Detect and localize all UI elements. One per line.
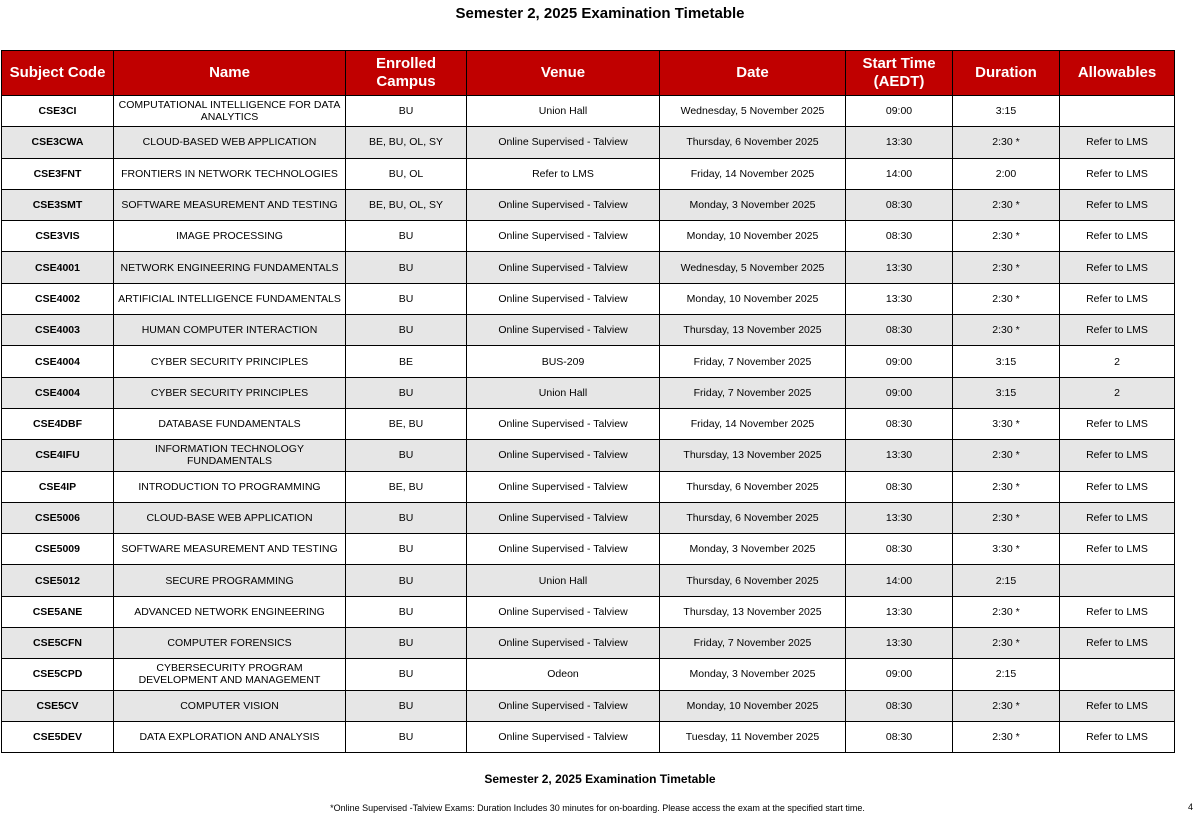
subject-name-cell: CYBERSECURITY PROGRAM DEVELOPMENT AND MANAGEMENT <box>114 659 346 690</box>
table-row <box>2 408 1175 439</box>
allowables-cell: Refer to LMS <box>1060 221 1175 252</box>
subject-name-cell: SOFTWARE MEASUREMENT AND TESTING <box>114 189 346 220</box>
venue-cell: Online Supervised - Talview <box>467 408 660 439</box>
campus-cell: BU <box>346 534 467 565</box>
start-time-cell: 08:30 <box>846 471 953 502</box>
table-row <box>2 659 1175 690</box>
start-time-cell: 08:30 <box>846 721 953 752</box>
campus-cell: BU <box>346 283 467 314</box>
date-cell: Friday, 14 November 2025 <box>660 158 846 189</box>
duration-cell: 2:30 * <box>953 440 1060 471</box>
subject-code-cell: CSE4002 <box>2 283 114 314</box>
campus-cell: BU <box>346 721 467 752</box>
duration-cell: 2:30 * <box>953 283 1060 314</box>
subject-name-cell: CYBER SECURITY PRINCIPLES <box>114 377 346 408</box>
subject-name-cell: CLOUD-BASED WEB APPLICATION <box>114 127 346 158</box>
col-header-date: Date <box>660 51 846 96</box>
date-cell: Monday, 3 November 2025 <box>660 534 846 565</box>
subject-name-cell: DATABASE FUNDAMENTALS <box>114 408 346 439</box>
allowables-cell: Refer to LMS <box>1060 471 1175 502</box>
duration-cell: 2:30 * <box>953 721 1060 752</box>
allowables-cell: Refer to LMS <box>1060 502 1175 533</box>
allowables-cell: Refer to LMS <box>1060 283 1175 314</box>
table-row <box>2 283 1175 314</box>
subject-code-cell: CSE4DBF <box>2 408 114 439</box>
table-row <box>2 690 1175 721</box>
subject-name-cell: CYBER SECURITY PRINCIPLES <box>114 346 346 377</box>
campus-cell: BE, BU <box>346 408 467 439</box>
date-cell: Thursday, 6 November 2025 <box>660 127 846 158</box>
duration-cell: 2:30 * <box>953 596 1060 627</box>
subject-name-cell: DATA EXPLORATION AND ANALYSIS <box>114 721 346 752</box>
allowables-cell: Refer to LMS <box>1060 596 1175 627</box>
date-cell: Tuesday, 11 November 2025 <box>660 721 846 752</box>
allowables-cell: Refer to LMS <box>1060 628 1175 659</box>
table-row <box>2 96 1175 127</box>
table-row <box>2 127 1175 158</box>
subject-name-cell: HUMAN COMPUTER INTERACTION <box>114 315 346 346</box>
start-time-cell: 09:00 <box>846 659 953 690</box>
subject-name-cell: NETWORK ENGINEERING FUNDAMENTALS <box>114 252 346 283</box>
subject-code-cell: CSE3VIS <box>2 221 114 252</box>
subject-code-cell: CSE5006 <box>2 502 114 533</box>
campus-cell: BU <box>346 315 467 346</box>
start-time-cell: 09:00 <box>846 346 953 377</box>
page-title: Semester 2, 2025 Examination Timetable <box>455 5 745 22</box>
duration-cell: 2:15 <box>953 565 1060 596</box>
duration-cell: 2:30 * <box>953 189 1060 220</box>
exam-timetable <box>1 50 1175 753</box>
subject-code-cell: CSE4IFU <box>2 440 114 471</box>
venue-cell: Online Supervised - Talview <box>467 221 660 252</box>
venue-cell: Online Supervised - Talview <box>467 502 660 533</box>
subject-code-cell: CSE4IP <box>2 471 114 502</box>
start-time-cell: 13:30 <box>846 596 953 627</box>
table-row <box>2 440 1175 471</box>
date-cell: Wednesday, 5 November 2025 <box>660 252 846 283</box>
duration-cell: 2:30 * <box>953 221 1060 252</box>
duration-cell: 2:30 * <box>953 127 1060 158</box>
table-row <box>2 158 1175 189</box>
venue-cell: Online Supervised - Talview <box>467 721 660 752</box>
date-cell: Thursday, 6 November 2025 <box>660 502 846 533</box>
venue-cell: Union Hall <box>467 96 660 127</box>
subject-code-cell: CSE5012 <box>2 565 114 596</box>
campus-cell: BU <box>346 96 467 127</box>
duration-cell: 2:00 <box>953 158 1060 189</box>
subject-name-cell: INFORMATION TECHNOLOGY FUNDAMENTALS <box>114 440 346 471</box>
subject-code-cell: CSE3FNT <box>2 158 114 189</box>
start-time-cell: 13:30 <box>846 127 953 158</box>
date-cell: Thursday, 6 November 2025 <box>660 565 846 596</box>
subject-code-cell: CSE5ANE <box>2 596 114 627</box>
duration-cell: 3:30 * <box>953 408 1060 439</box>
start-time-cell: 13:30 <box>846 628 953 659</box>
allowables-cell <box>1060 565 1175 596</box>
subject-code-cell: CSE5CPD <box>2 659 114 690</box>
allowables-cell: Refer to LMS <box>1060 315 1175 346</box>
subject-name-cell: CLOUD-BASE WEB APPLICATION <box>114 502 346 533</box>
subject-code-cell: CSE3SMT <box>2 189 114 220</box>
subject-code-cell: CSE4004 <box>2 377 114 408</box>
subject-code-cell: CSE3CWA <box>2 127 114 158</box>
duration-cell: 3:15 <box>953 377 1060 408</box>
table-row <box>2 471 1175 502</box>
subject-code-cell: CSE4004 <box>2 346 114 377</box>
col-header-venue: Venue <box>467 51 660 96</box>
subject-name-cell: COMPUTER VISION <box>114 690 346 721</box>
date-cell: Monday, 3 November 2025 <box>660 659 846 690</box>
campus-cell: BU <box>346 377 467 408</box>
campus-cell: BE, BU <box>346 471 467 502</box>
allowables-cell: Refer to LMS <box>1060 127 1175 158</box>
start-time-cell: 09:00 <box>846 96 953 127</box>
allowables-cell: 2 <box>1060 346 1175 377</box>
allowables-cell: Refer to LMS <box>1060 534 1175 565</box>
subject-name-cell: ARTIFICIAL INTELLIGENCE FUNDAMENTALS <box>114 283 346 314</box>
date-cell: Friday, 14 November 2025 <box>660 408 846 439</box>
table-row <box>2 534 1175 565</box>
start-time-cell: 13:30 <box>846 283 953 314</box>
venue-cell: Online Supervised - Talview <box>467 283 660 314</box>
subject-name-cell: SOFTWARE MEASUREMENT AND TESTING <box>114 534 346 565</box>
venue-cell: Union Hall <box>467 377 660 408</box>
allowables-cell: Refer to LMS <box>1060 252 1175 283</box>
campus-cell: BE <box>346 346 467 377</box>
table-row <box>2 502 1175 533</box>
duration-cell: 3:30 * <box>953 534 1060 565</box>
start-time-cell: 14:00 <box>846 158 953 189</box>
venue-cell: Refer to LMS <box>467 158 660 189</box>
venue-cell: Online Supervised - Talview <box>467 534 660 565</box>
campus-cell: BE, BU, OL, SY <box>346 127 467 158</box>
page-number: 4 <box>1187 802 1193 812</box>
duration-cell: 2:30 * <box>953 471 1060 502</box>
table-row <box>2 189 1175 220</box>
start-time-cell: 14:00 <box>846 565 953 596</box>
campus-cell: BU <box>346 252 467 283</box>
subject-name-cell: FRONTIERS IN NETWORK TECHNOLOGIES <box>114 158 346 189</box>
subject-code-cell: CSE4003 <box>2 315 114 346</box>
subject-name-cell: COMPUTER FORENSICS <box>114 628 346 659</box>
venue-cell: Online Supervised - Talview <box>467 596 660 627</box>
venue-cell: Online Supervised - Talview <box>467 690 660 721</box>
subject-name-cell: INTRODUCTION TO PROGRAMMING <box>114 471 346 502</box>
venue-cell: Odeon <box>467 659 660 690</box>
venue-cell: Union Hall <box>467 565 660 596</box>
duration-cell: 2:30 * <box>953 252 1060 283</box>
table-row <box>2 628 1175 659</box>
subject-code-cell: CSE5CV <box>2 690 114 721</box>
date-cell: Monday, 10 November 2025 <box>660 690 846 721</box>
col-header-duration: Duration <box>953 51 1060 96</box>
campus-cell: BU <box>346 565 467 596</box>
start-time-cell: 08:30 <box>846 690 953 721</box>
subject-name-cell: SECURE PROGRAMMING <box>114 565 346 596</box>
table-row <box>2 315 1175 346</box>
allowables-cell: Refer to LMS <box>1060 189 1175 220</box>
date-cell: Friday, 7 November 2025 <box>660 346 846 377</box>
campus-cell: BU <box>346 221 467 252</box>
venue-cell: Online Supervised - Talview <box>467 127 660 158</box>
venue-cell: Online Supervised - Talview <box>467 189 660 220</box>
start-time-cell: 13:30 <box>846 252 953 283</box>
campus-cell: BE, BU, OL, SY <box>346 189 467 220</box>
allowables-cell: Refer to LMS <box>1060 440 1175 471</box>
venue-cell: BUS-209 <box>467 346 660 377</box>
venue-cell: Online Supervised - Talview <box>467 628 660 659</box>
allowables-cell <box>1060 96 1175 127</box>
duration-cell: 2:30 * <box>953 690 1060 721</box>
subject-name-cell: IMAGE PROCESSING <box>114 221 346 252</box>
date-cell: Friday, 7 November 2025 <box>660 377 846 408</box>
col-header-start-time: Start Time (AEDT) <box>846 51 953 96</box>
table-row <box>2 221 1175 252</box>
duration-cell: 2:30 * <box>953 315 1060 346</box>
col-header-allowables: Allowables <box>1060 51 1175 96</box>
campus-cell: BU <box>346 502 467 533</box>
campus-cell: BU <box>346 596 467 627</box>
table-row <box>2 596 1175 627</box>
campus-cell: BU, OL <box>346 158 467 189</box>
subject-code-cell: CSE5CFN <box>2 628 114 659</box>
date-cell: Thursday, 13 November 2025 <box>660 315 846 346</box>
allowables-cell: Refer to LMS <box>1060 721 1175 752</box>
col-header-enrolled-campus: Enrolled Campus <box>346 51 467 96</box>
start-time-cell: 08:30 <box>846 221 953 252</box>
start-time-cell: 13:30 <box>846 502 953 533</box>
table-row <box>2 721 1175 752</box>
table-row <box>2 377 1175 408</box>
venue-cell: Online Supervised - Talview <box>467 471 660 502</box>
date-cell: Monday, 10 November 2025 <box>660 221 846 252</box>
venue-cell: Online Supervised - Talview <box>467 440 660 471</box>
campus-cell: BU <box>346 659 467 690</box>
col-header-subject-code: Subject Code <box>2 51 114 96</box>
start-time-cell: 09:00 <box>846 377 953 408</box>
start-time-cell: 08:30 <box>846 408 953 439</box>
table-row <box>2 565 1175 596</box>
footnote: *Online Supervised -Talview Exams: Duration Includes 30 minutes for on-boarding. Please access the exam at the specified start time. <box>330 803 865 813</box>
table-row <box>2 252 1175 283</box>
duration-cell: 2:30 * <box>953 628 1060 659</box>
venue-cell: Online Supervised - Talview <box>467 315 660 346</box>
start-time-cell: 08:30 <box>846 534 953 565</box>
date-cell: Monday, 3 November 2025 <box>660 189 846 220</box>
campus-cell: BU <box>346 440 467 471</box>
date-cell: Monday, 10 November 2025 <box>660 283 846 314</box>
duration-cell: 2:30 * <box>953 502 1060 533</box>
subject-code-cell: CSE4001 <box>2 252 114 283</box>
start-time-cell: 13:30 <box>846 440 953 471</box>
allowables-cell: Refer to LMS <box>1060 408 1175 439</box>
campus-cell: BU <box>346 628 467 659</box>
allowables-cell <box>1060 659 1175 690</box>
subject-code-cell: CSE5009 <box>2 534 114 565</box>
table-row <box>2 346 1175 377</box>
date-cell: Thursday, 13 November 2025 <box>660 440 846 471</box>
date-cell: Thursday, 13 November 2025 <box>660 596 846 627</box>
allowables-cell: 2 <box>1060 377 1175 408</box>
duration-cell: 3:15 <box>953 96 1060 127</box>
start-time-cell: 08:30 <box>846 315 953 346</box>
date-cell: Friday, 7 November 2025 <box>660 628 846 659</box>
table-body <box>2 96 1175 753</box>
date-cell: Thursday, 6 November 2025 <box>660 471 846 502</box>
header-row <box>2 51 1175 96</box>
subject-code-cell: CSE3CI <box>2 96 114 127</box>
subject-name-cell: COMPUTATIONAL INTELLIGENCE FOR DATA ANALYTICS <box>114 96 346 127</box>
subject-name-cell: ADVANCED NETWORK ENGINEERING <box>114 596 346 627</box>
start-time-cell: 08:30 <box>846 189 953 220</box>
col-header-name: Name <box>114 51 346 96</box>
campus-cell: BU <box>346 690 467 721</box>
venue-cell: Online Supervised - Talview <box>467 252 660 283</box>
subject-code-cell: CSE5DEV <box>2 721 114 752</box>
duration-cell: 2:15 <box>953 659 1060 690</box>
footer-title: Semester 2, 2025 Examination Timetable <box>484 772 716 786</box>
allowables-cell: Refer to LMS <box>1060 690 1175 721</box>
date-cell: Wednesday, 5 November 2025 <box>660 96 846 127</box>
duration-cell: 3:15 <box>953 346 1060 377</box>
allowables-cell: Refer to LMS <box>1060 158 1175 189</box>
